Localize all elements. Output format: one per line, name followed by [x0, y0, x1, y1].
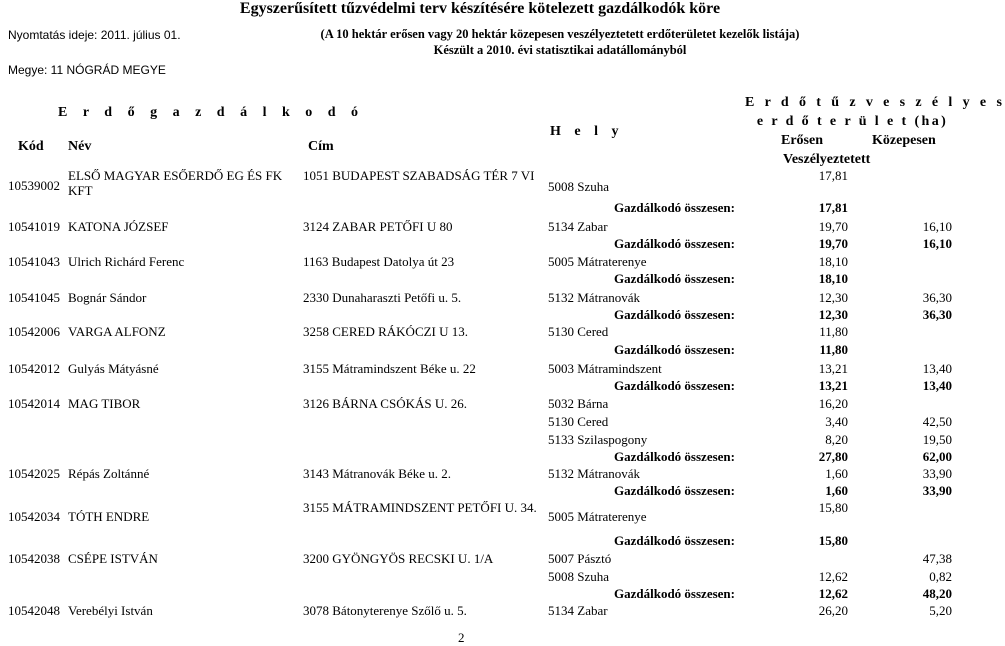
row-strong-area: 18,10 [818, 254, 848, 269]
row-code: 10542006 [8, 324, 60, 339]
document-source-note: Készült a 2010. évi statisztikai adatállományból [433, 43, 687, 57]
row-place: 5008 Szuha [548, 179, 610, 194]
address-column-header: Cím [308, 139, 334, 154]
row-code: 10539002 [8, 178, 60, 193]
row-name: Ulrich Richárd Ferenc [68, 254, 185, 269]
row-strong-area: 19,70 [818, 219, 848, 234]
row-strong-area: 17,81 [818, 168, 848, 183]
row-place: 5130 Cered [548, 414, 609, 429]
row-medium-area: 16,10 [922, 219, 952, 234]
total-label: Gazdálkodó összesen: [614, 483, 735, 498]
total-medium-area: 36,30 [922, 307, 952, 322]
endangered-subheader: Veszélyeztetett [783, 152, 871, 167]
total-label: Gazdálkodó összesen: [614, 236, 735, 251]
row-address: 3155 MÁTRAMINDSZENT PETŐFI U. 34. [303, 500, 537, 515]
row-strong-area: 15,80 [818, 500, 848, 515]
row-name: Répás Zoltánné [68, 466, 150, 481]
row-address: 1051 BUDAPEST SZABADSÁG TÉR 7 VI [303, 168, 535, 183]
row-code: 10542025 [8, 466, 60, 481]
print-date: Nyomtatás ideje: 2011. július 01. [8, 28, 181, 42]
row-name: Gulyás Mátyásné [68, 361, 159, 376]
manager-group-header: E r d ő g a z d á l k o d ó [58, 105, 365, 120]
row-medium-area: 0,82 [929, 569, 952, 584]
row-address: 2330 Dunaharaszti Petőfi u. 5. [303, 290, 462, 305]
total-strong-area: 1,60 [825, 483, 848, 498]
total-strong-area: 13,21 [818, 378, 848, 393]
row-strong-area: 26,20 [818, 603, 848, 618]
place-column-header: H e l y [550, 124, 624, 139]
row-medium-area: 13,40 [922, 361, 952, 376]
total-medium-area: 62,00 [922, 449, 952, 464]
total-label: Gazdálkodó összesen: [614, 200, 735, 215]
row-address: 1163 Budapest Datolya út 23 [303, 254, 455, 269]
total-medium-area: 48,20 [922, 586, 952, 601]
row-name: ELSŐ MAGYAR ESŐERDŐ EG ÉS FK KFT [68, 168, 283, 198]
row-medium-area: 33,90 [922, 466, 952, 481]
row-code: 10541019 [8, 219, 60, 234]
total-strong-area: 11,80 [819, 342, 848, 357]
row-strong-area: 12,30 [818, 290, 848, 305]
total-medium-area: 16,10 [922, 236, 952, 251]
name-column-header: Név [68, 139, 92, 154]
row-strong-area: 12,62 [818, 569, 848, 584]
row-address: 3258 CERED RÁKÓCZI U 13. [303, 324, 469, 339]
county-label: Megye: 11 NÓGRÁD MEGYE [8, 63, 166, 77]
row-place: 5130 Cered [548, 324, 609, 339]
row-place: 5005 Mátraterenye [548, 509, 647, 524]
row-code: 10542034 [8, 509, 60, 524]
total-strong-area: 18,10 [818, 271, 848, 286]
total-label: Gazdálkodó összesen: [614, 533, 735, 548]
row-medium-area: 47,38 [922, 551, 952, 566]
row-medium-area: 36,30 [922, 290, 952, 305]
row-strong-area: 11,80 [819, 324, 848, 339]
row-medium-area: 5,20 [929, 603, 952, 618]
total-medium-area: 13,40 [922, 378, 952, 393]
row-strong-area: 8,20 [825, 432, 848, 447]
row-code: 10541043 [8, 254, 60, 269]
total-strong-area: 17,81 [818, 200, 848, 215]
row-address: 3124 ZABAR PETŐFI U 80 [303, 219, 453, 234]
total-medium-area: 33,90 [922, 483, 952, 498]
total-strong-area: 19,70 [818, 236, 848, 251]
row-medium-area: 42,50 [922, 414, 952, 429]
total-label: Gazdálkodó összesen: [614, 307, 735, 322]
row-address: 3143 Mátranovák Béke u. 2. [303, 466, 452, 481]
row-medium-area: 19,50 [922, 432, 952, 447]
row-name: MAG TIBOR [68, 396, 141, 411]
total-label: Gazdálkodó összesen: [614, 342, 735, 357]
row-place: 5134 Zabar [548, 603, 608, 618]
row-place: 5132 Mátranovák [548, 466, 641, 481]
row-address: 3200 GYÖNGYÖS RECSKI U. 1/A [303, 551, 494, 566]
row-code: 10542038 [8, 551, 60, 566]
row-place: 5008 Szuha [548, 569, 610, 584]
total-label: Gazdálkodó összesen: [614, 271, 735, 286]
total-strong-area: 12,30 [818, 307, 848, 322]
row-name: Verebélyi István [68, 603, 153, 618]
document-subtitle: (A 10 hektár erősen vagy 20 hektár közepesen veszélyeztetett erdőterületet kezelők listája) [320, 27, 800, 41]
row-name: TÓTH ENDRE [68, 509, 150, 524]
page-number: 2 [458, 630, 465, 645]
row-strong-area: 16,20 [818, 396, 848, 411]
risk-header-line1: E r d ő t ű z v e s z é l y e s [745, 95, 1005, 110]
row-place: 5032 Bárna [548, 396, 609, 411]
row-strong-area: 3,40 [825, 414, 848, 429]
row-place: 5132 Mátranovák [548, 290, 641, 305]
row-name: Bognár Sándor [68, 290, 147, 305]
total-strong-area: 15,80 [818, 533, 848, 548]
document-title: Egyszerűsített tűzvédelmi terv készítésére kötelezett gazdálkodók köre [239, 0, 721, 17]
row-address: 3155 Mátramindszent Béke u. 22 [303, 361, 476, 376]
row-address: 3078 Bátonyterenye Szőlő u. 5. [303, 603, 467, 618]
row-code: 10542048 [8, 603, 60, 618]
row-place: 5003 Mátramindszent [548, 361, 662, 376]
row-name: CSÉPE ISTVÁN [68, 551, 158, 566]
row-place: 5007 Pásztó [548, 551, 612, 566]
row-code: 10541045 [8, 290, 60, 305]
row-code: 10542012 [8, 361, 60, 376]
row-name: KATONA JÓZSEF [68, 219, 169, 234]
row-place: 5133 Szilaspogony [548, 432, 648, 447]
row-place: 5134 Zabar [548, 219, 608, 234]
row-strong-area: 1,60 [825, 466, 848, 481]
row-place: 5005 Mátraterenye [548, 254, 647, 269]
strong-column-header: Erősen [781, 133, 823, 148]
medium-column-header: Közepesen [872, 133, 936, 148]
total-label: Gazdálkodó összesen: [614, 586, 735, 601]
row-code: 10542014 [8, 396, 60, 411]
total-label: Gazdálkodó összesen: [614, 378, 735, 393]
row-strong-area: 13,21 [818, 361, 848, 376]
total-strong-area: 27,80 [818, 449, 848, 464]
risk-header-line2: e r d ő t e r ü l e t (ha) [756, 114, 949, 129]
total-label: Gazdálkodó összesen: [614, 449, 735, 464]
total-strong-area: 12,62 [818, 586, 848, 601]
row-name: VARGA ALFONZ [68, 324, 166, 339]
row-address: 3126 BÁRNA CSÓKÁS U. 26. [303, 396, 467, 411]
code-column-header: Kód [18, 139, 44, 154]
